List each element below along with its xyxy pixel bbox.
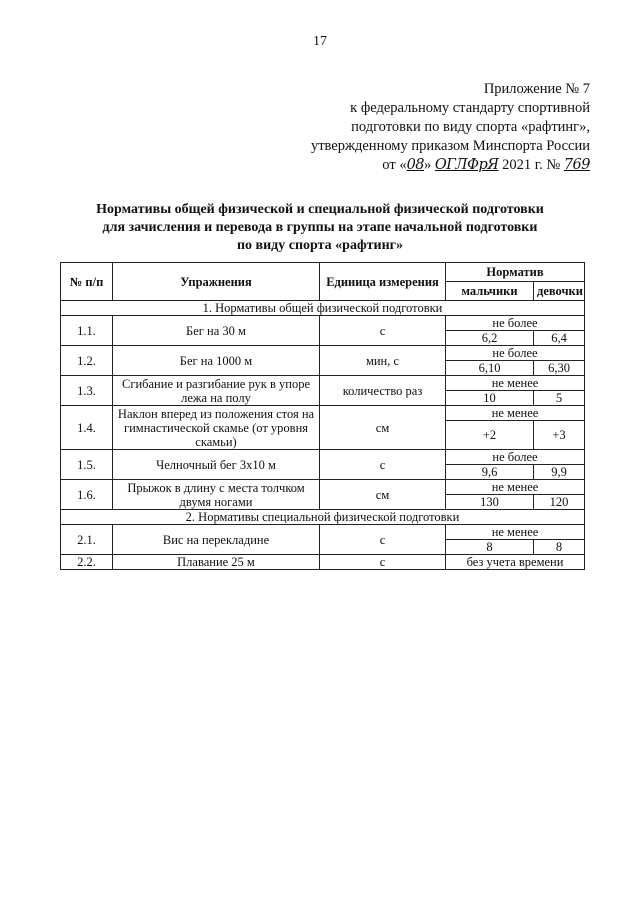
cell-girls: 120	[534, 495, 585, 510]
table-header-row	[61, 263, 585, 282]
cell-boys: 130	[446, 495, 534, 510]
header-num: № п/п	[61, 263, 113, 301]
annex-block	[290, 80, 590, 175]
cell-exercise: Челночный бег 3х10 м	[113, 450, 320, 480]
cell-girls: 8	[534, 540, 585, 555]
annex-line: к федеральному стандарту спортивной	[350, 100, 590, 116]
cell-boys: 6,2	[446, 331, 534, 346]
title-line: Нормативы общей физической и специальной физической подготовки	[96, 202, 544, 217]
cell-boys: 9,6	[446, 465, 534, 480]
norms-table	[60, 262, 585, 570]
header-norm: Норматив	[446, 263, 585, 282]
table-row	[61, 525, 585, 540]
cell-num: 1.5.	[61, 450, 113, 480]
cell-num: 1.1.	[61, 316, 113, 346]
cell-num: 2.2.	[61, 555, 113, 570]
cell-boys: 10	[446, 391, 534, 406]
table-row	[61, 480, 585, 495]
cell-condition: не более	[446, 316, 585, 331]
date-month: ОГЛФрЯ	[434, 157, 499, 173]
header-girls: девочки	[534, 282, 585, 301]
cell-exercise: Прыжок в длину с места толчком двумя ногами	[113, 480, 320, 510]
cell-num: 2.1.	[61, 525, 113, 555]
cell-girls: 9,9	[534, 465, 585, 480]
cell-girls: 6,4	[534, 331, 585, 346]
cell-unit: с	[320, 555, 446, 570]
section-title: 2. Нормативы специальной физической подготовки	[61, 510, 585, 525]
table-row	[61, 316, 585, 331]
cell-boys: 6,10	[446, 361, 534, 376]
annex-date-line	[290, 156, 590, 175]
cell-condition: не менее	[446, 480, 585, 495]
cell-girls: +3	[534, 421, 585, 450]
section-row	[61, 510, 585, 525]
cell-exercise: Бег на 1000 м	[113, 346, 320, 376]
title-line: для зачисления и перевода в группы на этапе начальной подготовки	[102, 220, 538, 235]
cell-exercise: Сгибание и разгибание рук в упоре лежа на полу	[113, 376, 320, 406]
cell-unit: с	[320, 450, 446, 480]
title-line: по виду спорта «рафтинг»	[236, 238, 404, 253]
cell-unit: с	[320, 525, 446, 555]
cell-unit: см	[320, 480, 446, 510]
table-row	[61, 376, 585, 391]
annex-line: подготовки по виду спорта «рафтинг»,	[351, 119, 590, 135]
cell-girls: 5	[534, 391, 585, 406]
cell-norm: без учета времени	[446, 555, 585, 570]
cell-boys: +2	[446, 421, 534, 450]
annex-line: утвержденному приказом Минспорта России	[310, 138, 590, 154]
cell-exercise: Вис на перекладине	[113, 525, 320, 555]
cell-boys: 8	[446, 540, 534, 555]
table-row	[61, 406, 585, 421]
cell-condition: не менее	[446, 406, 585, 421]
table-row	[61, 555, 585, 570]
cell-unit: количество раз	[320, 376, 446, 406]
cell-unit: мин, с	[320, 346, 446, 376]
header-boys: мальчики	[446, 282, 534, 301]
cell-num: 1.4.	[61, 406, 113, 450]
cell-num: 1.6.	[61, 480, 113, 510]
cell-num: 1.3.	[61, 376, 113, 406]
date-day: 08	[406, 157, 425, 173]
cell-condition: не менее	[446, 376, 585, 391]
cell-exercise: Бег на 30 м	[113, 316, 320, 346]
page-number: 17	[313, 34, 327, 49]
section-title: 1. Нормативы общей физической подготовки	[61, 301, 585, 316]
date-year: 2021 г. №	[498, 157, 564, 173]
section-row	[61, 301, 585, 316]
cell-condition: не более	[446, 450, 585, 465]
cell-exercise: Наклон вперед из положения стоя на гимнастической скамье (от уровня скамьи)	[113, 406, 320, 450]
cell-unit: с	[320, 316, 446, 346]
cell-exercise: Плавание 25 м	[113, 555, 320, 570]
cell-unit: см	[320, 406, 446, 450]
cell-girls: 6,30	[534, 361, 585, 376]
table-row	[61, 450, 585, 465]
cell-num: 1.2.	[61, 346, 113, 376]
annex-line: Приложение № 7	[483, 81, 590, 97]
date-prefix: от «	[382, 157, 407, 173]
header-unit: Единица измерения	[320, 263, 446, 301]
header-exercise: Упражнения	[113, 263, 320, 301]
date-mid: »	[424, 157, 435, 173]
table-row	[61, 346, 585, 361]
document-title	[40, 201, 600, 255]
cell-condition: не более	[446, 346, 585, 361]
cell-condition: не менее	[446, 525, 585, 540]
order-number: 769	[563, 157, 590, 173]
